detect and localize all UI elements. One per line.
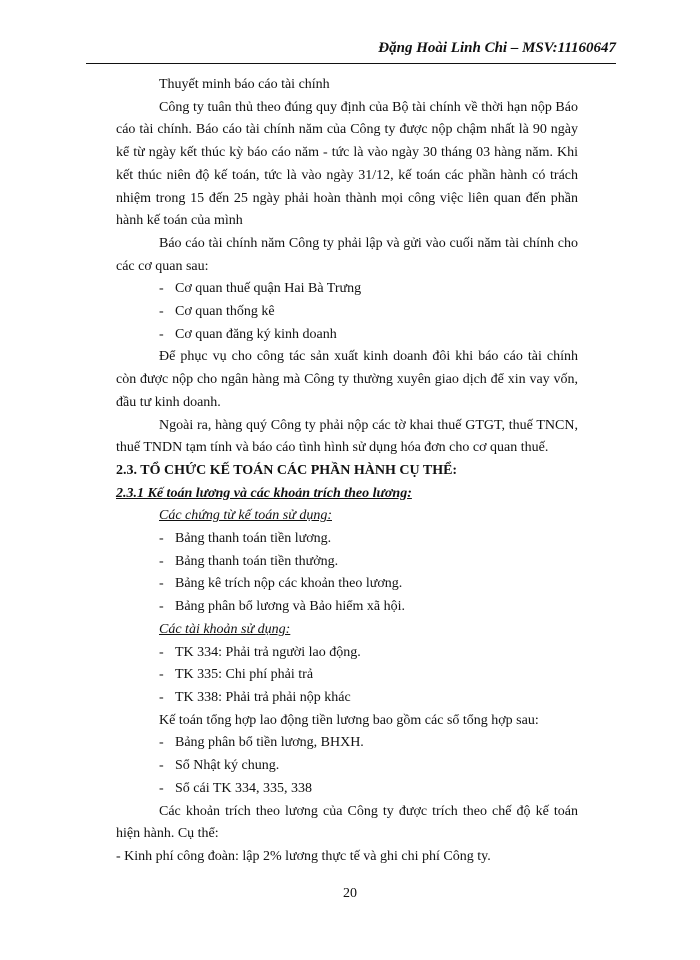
vouchers-label: Các chứng từ kế toán sử dụng:: [159, 508, 332, 524]
subsection-heading: 2.3.1 Kế toán lương và các khoản trích theo lương:: [116, 485, 412, 501]
paragraph-financial-notes: Thuyết minh báo cáo tài chính: [159, 77, 330, 92]
voucher-list: [116, 528, 578, 619]
list-item: - Bảng phân bổ lương và Bảo hiểm xã hội.: [159, 599, 406, 615]
page-content: [116, 74, 578, 869]
list-item: - Cơ quan thuế quận Hai Bà Trưng: [159, 281, 362, 297]
accounts-label: Các tài khoản sử dụng:: [159, 621, 291, 637]
paragraph-bank-submission: Để phục vụ cho công tác sản xuất kinh doanh đôi khi báo cáo tài chính còn được nộp cho ngân hàng mà Công ty thường xuyên giao dịch để xin vay vốn, đầu tư kinh doanh.: [116, 349, 578, 410]
page-number: 20: [343, 886, 357, 901]
list-item: - TK 335: Chi phí phải trả: [159, 667, 314, 683]
paragraph-filing-deadline: Công ty tuân thủ theo đúng quy định của Bộ tài chính về thời hạn nộp Báo cáo tài chính. Báo cáo tài chính năm của Công ty được nộp chậm nhất là 90 ngày kể từ ngày kết thúc kỳ báo cáo năm - tức là vào ngày 30 tháng 03 hàng năm. Khi kết thúc niên độ kế toán, tức là vào ngày 31/12, kế toán các phần hành có trách nhiệm trong 15 đến 25 ngày phải hoàn thành mọi công việc liên quan đến phần hành kế toán của mình: [116, 99, 578, 229]
paragraph-deductions-intro: Các khoản trích theo lương của Công ty được trích theo chế độ kế toán hiện hành. Cụ thể:: [116, 803, 578, 842]
list-item: - Sổ cái TK 334, 335, 338: [159, 780, 313, 796]
list-item: - Bảng thanh toán tiền lương.: [159, 531, 332, 547]
header-divider: [86, 63, 616, 64]
paragraph-recipients-intro: Báo cáo tài chính năm Công ty phải lập và gửi vào cuối năm tài chính cho các cơ quan sau:: [116, 235, 578, 274]
paragraph-union-fee: - Kinh phí công đoàn: lập 2% lương thực tế và ghi chi phí Công ty.: [116, 848, 491, 864]
list-item: - Bảng thanh toán tiền thưởng.: [159, 553, 339, 569]
agency-list: [116, 278, 578, 346]
list-item: - Sổ Nhật ký chung.: [159, 758, 280, 774]
list-item: - Cơ quan đăng ký kinh doanh: [159, 326, 337, 342]
list-item: - Cơ quan thống kê: [159, 304, 275, 320]
section-heading: 2.3. TỔ CHỨC KẾ TOÁN CÁC PHẦN HÀNH CỤ THỂ:: [116, 462, 458, 478]
books-intro: Kế toán tổng hợp lao động tiền lương bao gồm các sổ tổng hợp sau:: [159, 712, 539, 728]
page-header-author: Đặng Hoài Linh Chi – MSV:11160647: [378, 40, 616, 56]
list-item: - TK 334: Phải trả người lao động.: [159, 644, 361, 660]
account-list: [116, 642, 578, 710]
list-item: - Bảng phân bổ tiền lương, BHXH.: [159, 735, 364, 751]
book-list: [116, 732, 578, 800]
paragraph-quarterly-tax: Ngoài ra, hàng quý Công ty phải nộp các tờ khai thuế GTGT, thuế TNCN, thuế TNDN tạm tính và báo cáo tình hình sử dụng hóa đơn cho cơ quan thuế.: [116, 417, 578, 456]
list-item: - Bảng kê trích nộp các khoản theo lương.: [159, 576, 403, 592]
list-item: - TK 338: Phải trả phải nộp khác: [159, 689, 351, 705]
